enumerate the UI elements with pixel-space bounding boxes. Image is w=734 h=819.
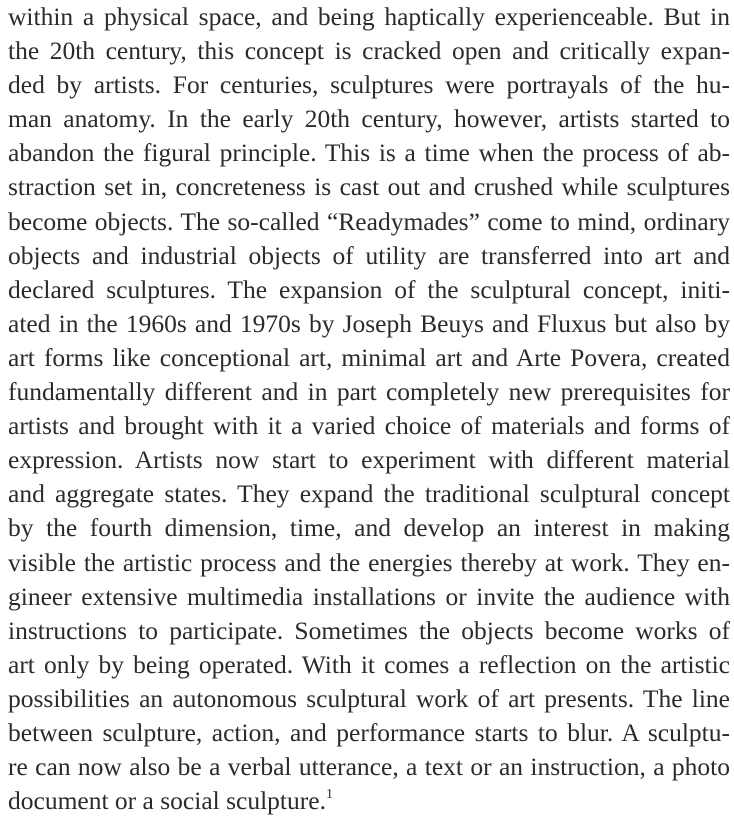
text-line-last [8,784,730,818]
text-line: and aggregate states. They expand the traditional sculptural concept [8,479,730,509]
text-line: straction set in, concreteness is cast out and crushed while sculptures [8,172,730,202]
text-line: re can now also be a verbal utterance, a text or an instruction, a photo [8,752,730,782]
body-paragraph [8,0,730,818]
text-line: the 20th century, this concept is cracked open and critically expan- [8,36,730,66]
text-line: within a physical space, and being haptically experienceable. But in [8,2,730,31]
text-line: ded by artists. For centuries, sculptures were portrayals of the hu- [8,70,730,100]
text-line: man anatomy. In the early 20th century, however, artists started to [8,104,730,134]
text-line: become objects. The so-called “Readymades” come to mind, ordinary [8,206,730,236]
text-line: objects and industrial objects of utility are transferred into art and [8,240,730,270]
text-line-content: document or a social sculpture. [8,786,326,816]
text-line: gineer extensive multimedia installations or invite the audience with [8,581,730,611]
text-line: by the fourth dimension, time, and develop an interest in making [8,513,730,543]
text-line: ated in the 1960s and 1970s by Joseph Beuys and Fluxus but also by [8,308,730,338]
text-line: abandon the figural principle. This is a time when the process of ab- [8,138,730,168]
text-line: instructions to participate. Sometimes the objects become works of [8,615,730,645]
text-line: declared sculptures. The expansion of the sculptural concept, initi- [8,274,730,304]
text-line: artists and brought with it a varied choice of materials and forms of [8,411,730,441]
text-line: expression. Artists now start to experiment with different material [8,445,730,475]
text-line: art forms like conceptional art, minimal art and Arte Povera, created [8,342,730,372]
text-line: art only by being operated. With it comes a reflection on the artistic [8,649,730,679]
text-line: fundamentally different and in part completely new prerequisites for [8,377,730,407]
footnote-marker[interactable]: 1 [325,786,333,802]
text-line: visible the artistic process and the energies thereby at work. They en- [8,547,730,577]
text-line: between sculpture, action, and performance starts to blur. A sculptu- [8,717,730,747]
text-line: possibilities an autonomous sculptural work of art presents. The line [8,683,730,713]
